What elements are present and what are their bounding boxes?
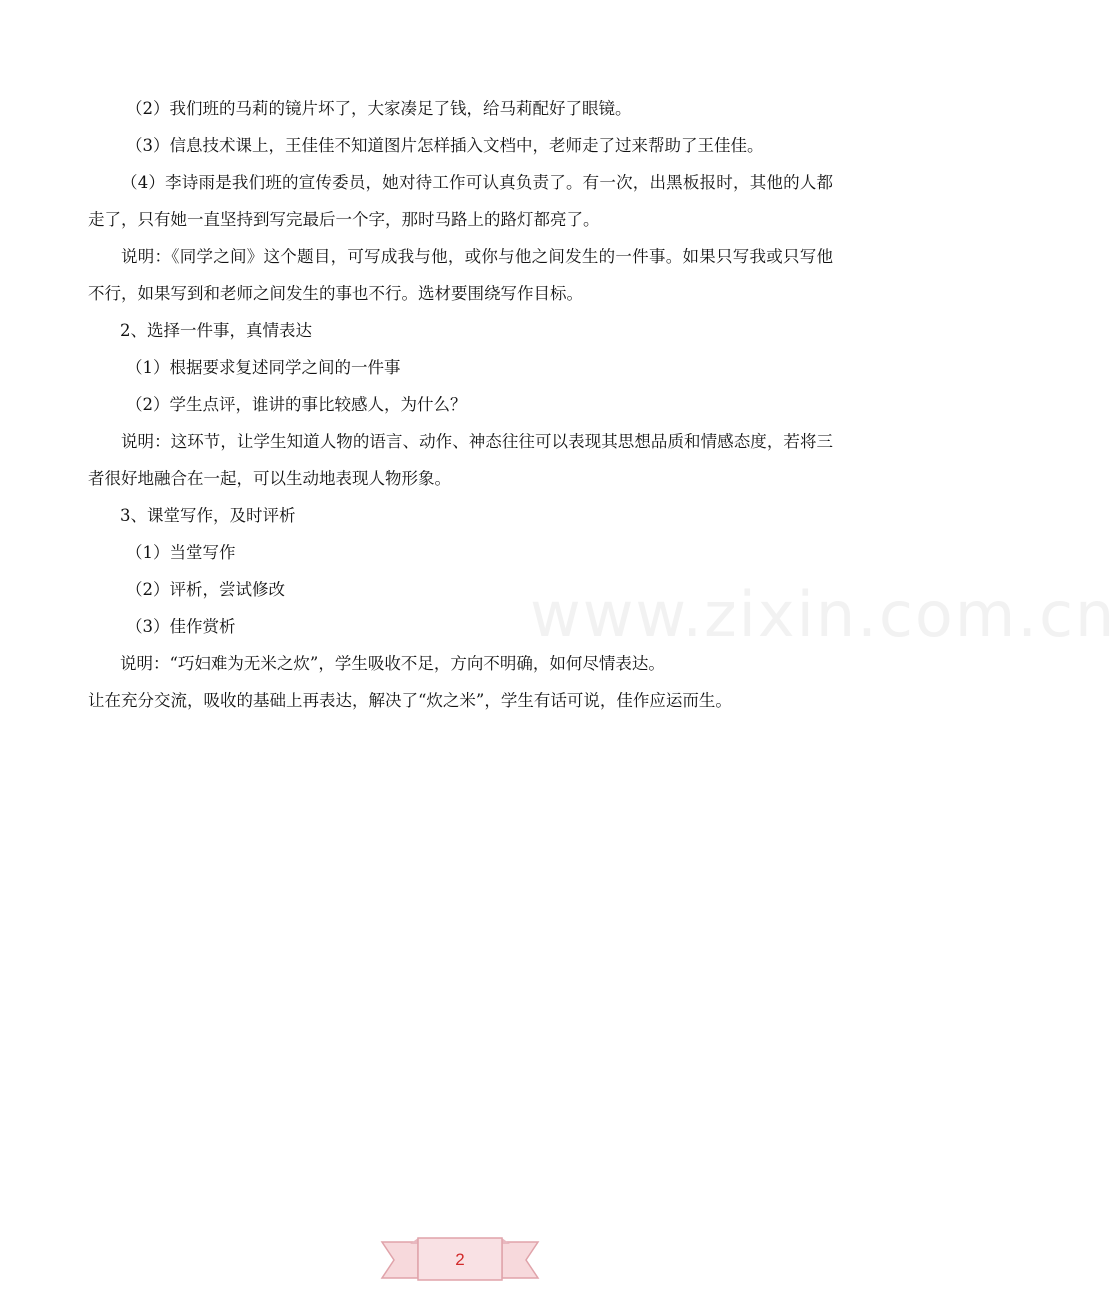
paragraph-write-1: （1）当堂写作 [126, 543, 236, 562]
paragraph-item-3: （3）信息技术课上，王佳佳不知道图片怎样插入文档中，老师走了过来帮助了王佳佳。 [126, 136, 764, 155]
section-heading-3: 3、课堂写作，及时评析 [120, 506, 296, 525]
page-number-badge [380, 1236, 540, 1284]
paragraph-note-3: 说明：“巧妇难为无米之炊”，学生吸收不足，方向不明确，如何尽情表达。 [120, 654, 665, 673]
watermark-text: www.zixin.com.cn [530, 578, 1116, 651]
paragraph-write-2: （2）评析，尝试修改 [126, 580, 285, 599]
paragraph-item-4: （4）李诗雨是我们班的宣传委员，她对待工作可认真负责了。有一次，出黑板报时，其他的人都走了，只有她一直坚持到写完最后一个字，那时马路上的路灯都亮了。 [88, 173, 833, 229]
paragraph-note-1: 说明：《同学之间》这个题目，可写成我与他，或你与他之间发生的一件事。如果只写我或只写他不行，如果写到和老师之间发生的事也不行。选材要围绕写作目标。 [88, 247, 833, 303]
document-body [88, 90, 833, 719]
paragraph-conclusion: 让在充分交流，吸收的基础上再表达，解决了“炊之米”，学生有话可说，佳作应运而生。 [88, 691, 732, 710]
paragraph-note-2: 说明：这环节，让学生知道人物的语言、动作、神态往往可以表现其思想品质和情感态度，若将三者很好地融合在一起，可以生动地表现人物形象。 [88, 432, 833, 488]
section-heading-2: 2、选择一件事，真情表达 [120, 321, 312, 340]
page-number: 2 [455, 1250, 465, 1269]
paragraph-write-3: （3）佳作赏析 [126, 617, 236, 636]
paragraph-step-2: （2）学生点评，谁讲的事比较感人，为什么？ [126, 395, 467, 414]
paragraph-item-2: （2）我们班的马莉的镜片坏了，大家凑足了钱，给马莉配好了眼镜。 [126, 99, 632, 118]
paragraph-step-1: （1）根据要求复述同学之间的一件事 [126, 358, 401, 377]
